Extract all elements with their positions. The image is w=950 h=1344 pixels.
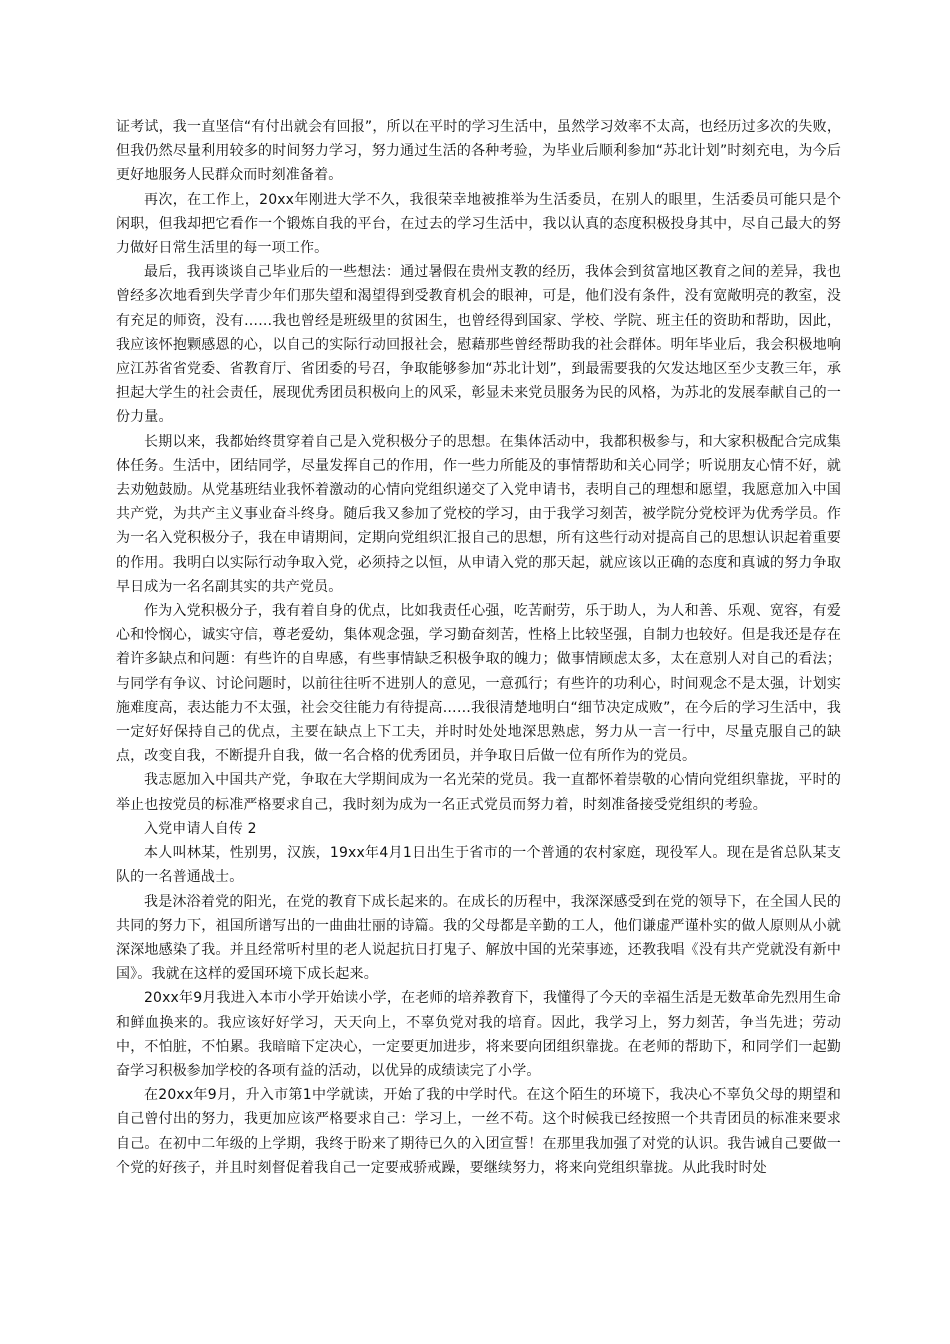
document-page [116, 115, 841, 1180]
paragraph-7: 本人叫林某，性别男，汉族，19xx年4月1日出生于省市的一个普通的农村家庭，现役军人。现在是省总队某支队的一名普通战士。 [116, 845, 841, 886]
paragraph-5: 作为入党积极分子，我有着自身的优点，比如我责任心强，吃苦耐劳，乐于助人，为人和善、乐观、宽容，有爱心和怜悯心，诚实守信，尊老爱幼，集体观念强，学习勤奋刻苦，性格上比较坚强，自制力也较好。但是我还是存在着许多缺点和问题：有些许的自卑感，有些事情缺乏积极争取的魄力；做事情顾虑太多，太在意别人对自己的看法；与同学有争议、讨论问题时，以前往往听不进别人的意见，一意孤行；有些许的功利心，时间观念不是太强，计划实施难度高，表达能力不太强，社会交往能力有待提高……我很清楚地明白“细节决定成败”，在今后的学习生活中，我一定好好保持自己的优点，主要在缺点上下工夫，并时时处处地深思熟虑，努力从一言一行中，尽量克服自己的缺点，改变自我，不断提升自我，做一名合格的优秀团员，并争取日后做一位有所作为的党员。 [116, 603, 841, 765]
paragraph-9: 20xx年9月我进入本市小学开始读小学，在老师的培养教育下，我懂得了今天的幸福生活是无数革命先烈用生命和鲜血换来的。我应该好好学习，天天向上，不辜负党对我的培育。因此，我学习上，努力刻苦，争当先进；劳动中，不怕脏，不怕累。我暗暗下定决心，一定要更加进步，将来要向团组织靠拢。在老师的帮助下，和同学们一起勤奋学习积极参加学校的各项有益的活动，以优异的成绩读完了小学。 [116, 990, 841, 1079]
paragraph-2: 再次，在工作上，20xx年刚进大学不久，我很荣幸地被推举为生活委员，在别人的眼里，生活委员可能只是个闲职，但我却把它看作一个锻炼自我的平台，在过去的学习生活中，我以认真的态度积极投身其中，尽自己最大的努力做好日常生活里的每一项工作。 [116, 191, 841, 257]
paragraph-4: 长期以来，我都始终贯穿着自己是入党积极分子的思想。在集体活动中，我都积极参与，和大家积极配合完成集体任务。生活中，团结同学，尽量发挥自己的作用，作一些力所能及的事情帮助和关心同学；听说朋友心情不好，就去劝勉鼓励。从党基班结业我怀着激动的心情向党组织递交了入党申请书，表明自己的理想和愿望，我愿意加入中国共产党，为共产主义事业奋斗终身。随后我又参加了党校的学习，由于我学习刻苦，被学院分党校评为优秀学员。作为一名入党积极分子，我在申请期间，定期向党组织汇报自己的思想，所有这些行动对提高自己的思想认识起着重要的作用。我明白以实际行动争取入党，必须持之以恒，从申请入党的那天起，就应该以正确的态度和真诚的努力争取早日成为一名名副其实的共产党员。 [116, 433, 841, 595]
paragraph-10: 在20xx年9月，升入市第1中学就读，开始了我的中学时代。在这个陌生的环境下，我决心不辜负父母的期望和自己曾付出的努力，我更加应该严格要求自己：学习上，一丝不苟。这个时候我已经按照一个共青团员的标准来要求自己。在初中二年级的上学期，我终于盼来了期待已久的入团宣誓！在那里我加强了对党的认识。我告诫自己要做一个党的好孩子，并且时刻督促着我自己一定要戒骄戒躁，要继续努力，将来向党组织靠拢。从此我时时处 [116, 1087, 841, 1176]
paragraph-1: 证考试，我一直坚信“有付出就会有回报”，所以在平时的学习生活中，虽然学习效率不太高，也经历过多次的失败，但我仍然尽量利用较多的时间努力学习，努力通过生活的各种考验，为毕业后顺利参加“苏北计划”时刻充电，为今后更好地服务人民群众而时刻准备着。 [116, 119, 841, 184]
paragraph-8: 我是沐浴着党的阳光，在党的教育下成长起来的。在成长的历程中，我深深感受到在党的领导下，在全国人民的共同的努力下，祖国所谱写出的一曲曲壮丽的诗篇。我的父母都是辛勤的工人，他们谦虚严谨朴实的做人原则从小就深深地感染了我。并且经常听村里的老人说起抗日打鬼子、解放中国的光荣事迹，还教我唱《没有共产党就没有新中国》。我就在这样的爱国环境下成长起来。 [116, 893, 841, 983]
section-heading: 入党申请人自传 2 [144, 820, 257, 837]
paragraph-3: 最后，我再谈谈自己毕业后的一些想法：通过暑假在贵州支教的经历，我体会到贫富地区教育之间的差异，我也曾经多次地看到失学青少年们那失望和渴望得到受教育机会的眼神，可是，他们没有条件，没有宽敞明亮的教室，没有充足的师资，没有……我也曾经是班级里的贫困生，也曾经得到国家、学校、学院、班主任的资助和帮助，因此，我应该怀抱颗感恩的心，以自己的实际行动回报社会，慰藉那些曾经帮助我的社会群体。明年毕业后，我会积极地响应江苏省省党委、省教育厅、省团委的号召，争取能够参加“苏北计划”，到最需要我的欠发达地区至少支教三年，承担起大学生的社会责任，展现优秀团员积极向上的风采，彰显未来党员服务为民的风格，为苏北的发展奉献自己的一份力量。 [116, 264, 841, 426]
paragraph-6: 我志愿加入中国共产党，争取在大学期间成为一名光荣的党员。我一直都怀着崇敬的心情向党组织靠拢，平时的举止也按党员的标准严格要求自己，我时刻为成为一名正式党员而努力着，时刻准备接受党组织的考验。 [116, 772, 841, 813]
